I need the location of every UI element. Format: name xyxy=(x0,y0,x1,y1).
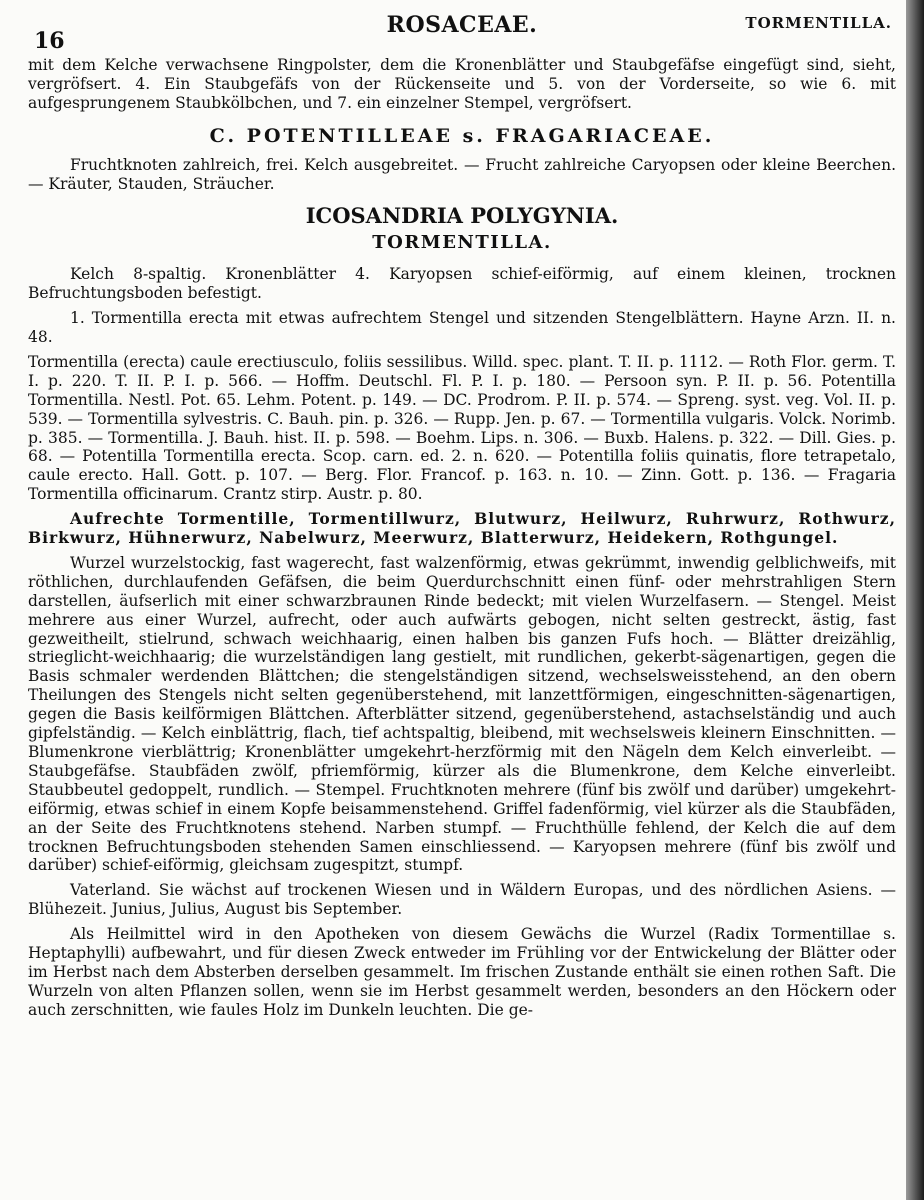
description-paragraph: Wurzel wurzelstockig, fast wagerecht, fast walzenförmig, etwas gekrümmt, inwendig gelblichweifs, mit röthlichen, durchlaufenden Gefäfsen, die beim Querdurchschnitt einen fünf- oder mehrstrahligen Stern darstellen, äufserlich mit einer schwarzbraunen Rinde bedeckt; mit vielen Wurzelfasern. — Stengel. Meist mehrere aus einer Wurzel, aufrecht, oder auch aufwärts gebogen, nicht selten gestreckt, ästig, fast gezweitheilt, stielrund, schwach weichhaarig, einen halben bis ganzen Fufs hoch. — Blätter dreizählig, strieglicht-weichhaarig; die wurzelständigen lang gestielt, mit rundlichen, gekerbt-sägenartigen, gegen die Basis schmaler werdenden Blättchen; die stengelständigen sitzend, wechselsweisstehend, an den obern Theilungen des Stengels nicht selten gegenüberstehend, mit lanzettförmigen, eingeschnitten-sägenartigen, gegen die Basis keilförmigen Blättchen. Afterblätter sitzend, gegenüberstehend, astachselständig und auch gipfelständig. — Kelch einblättrig, flach, tief achtspaltig, bleibend, mit wechselsweis kleinern Einschnitten. — Blumenkrone vierblättrig; Kronenblätter umgekehrt-herzförmig mit den Nägeln dem Kelch einverleibt. — Staubgefäfse. Staubfäden zwölf, pfriemförmig, kürzer als die Blumenkrone, dem Kelche einverleibt. Staubbeutel gedoppelt, rundlich. — Stempel. Fruchtknoten mehrere (fünf bis zwölf und darüber) umgekehrt-eiförmig, etwas schief in einem Kopfe beisammenstehend. Griffel fadenförmig, viel kürzer als die Staubfäden, an der Seite des Fruchtknotens stehend. Narben stumpf. — Fruchthülle fehlend, der Kelch die auf dem trocknen Befruchtungsboden stehenden Samen einschliessend. — Karyopsen mehrere (fünf bis zwölf und darüber) schief-eiförmig, gleichsam zugespitzt, stumpf. xyxy=(28,553,896,875)
page-number: 16 xyxy=(34,28,65,54)
genus-diagnosis: Kelch 8-spaltig. Kronenblätter 4. Karyopsen schief-eiförmig, auf einem kleinen, trocknen Befruchtungsboden befestigt. xyxy=(28,265,896,303)
page-text-block xyxy=(28,0,896,1020)
medicinal-paragraph: Als Heilmittel wird in den Apotheken von diesem Gewächs die Wurzel (Radix Tormentillae s. Heptaphylli) aufbewahrt, und für diesen Zweck entweder im Frühling vor der Entwickelung der Blätter oder im Herbst nach dem Absterben derselben gesammelt. Im frischen Zustande enthält sie einen rothen Saft. Die Wurzeln von alten Pflanzen sollen, wenn sie im Herbst gesammelt werden, besonders an den Höckern oder auch zerschnitten, wie faules Holz im Dunkeln leuchten. Die ge- xyxy=(28,925,896,1019)
intro-paragraph: mit dem Kelche verwachsene Ringpolster, dem die Kronenblätter und Staubgefäfse eingefügt sind, sieht, vergröfsert. 4. Ein Staubgefäfs von der Rückenseite und 5. von der Vorderseite, so wie 6. mit aufgesprungenem Staubkölbchen, und 7. ein einzelner Stempel, vergröfsert. xyxy=(28,56,896,112)
species-heading: 1. Tormentilla erecta mit etwas aufrechtem Stengel und sitzenden Stengelblättern. Hayne Arzn. II. n. 48. xyxy=(28,309,896,346)
book-spine-shadow xyxy=(906,0,924,1200)
class-title: ICOSANDRIA POLYGYNIA. xyxy=(305,203,619,229)
section-title: C. POTENTILLEAE s. FRAGARIACEAE. xyxy=(209,124,715,147)
main-text xyxy=(28,56,896,1020)
running-genus: TORMENTILLA. xyxy=(745,14,892,32)
running-title: ROSACEAE. xyxy=(386,12,538,38)
section-description: Fruchtknoten zahlreich, frei. Kelch ausgebreitet. — Frucht zahlreiche Caryopsen oder kleine Beerchen. — Kräuter, Stauden, Sträucher. xyxy=(28,155,896,193)
common-names: Aufrechte Tormentille, Tormentillwurz, Blutwurz, Heilwurz, Ruhrwurz, Rothwurz, Birkwurz, Hühnerwurz, Nabelwurz, Meerwurz, Blatterwurz, Heidekern, Rothgungel. xyxy=(28,509,896,548)
page-header xyxy=(28,0,896,56)
habitat-paragraph: Vaterland. Sie wächst auf trockenen Wiesen und in Wäldern Europas, und des nördlichen Asiens. — Blühezeit. Junius, Julius, August bis September. xyxy=(28,881,896,919)
genus-title: TORMENTILLA. xyxy=(372,232,552,254)
species-synonyms: Tormentilla (erecta) caule erectiusculo, foliis sessilibus. Willd. spec. plant. T. II. p. 1112. — Roth Flor. germ. T. I. p. 220. T. II. P. I. p. 566. — Hoffm. Deutschl. Fl. P. I. p. 180. — Persoon syn. P. II. p. 56. Potentilla Tormentilla. Nestl. Pot. 65. Lehm. Potent. p. 149. — DC. Prodrom. P. II. p. 574. — Spreng. syst. veg. Vol. II. p. 539. — Tormentilla sylvestris. C. Bauh. pin. p. 326. — Rupp. Jen. p. 67. — Tormentilla vulgaris. Volck. Norimb. p. 385. — Tormentilla. J. Bauh. hist. II. p. 598. — Boehm. Lips. n. 306. — Buxb. Halens. p. 322. — Dill. Gies. p. 68. — Potentilla Tormentilla erecta. Scop. carn. ed. 2. n. 620. — Potentilla foliis quinatis, flore tetrapetalo, caule erecto. Hall. Gott. p. 107. — Berg. Flor. Francof. p. 163. n. 10. — Zinn. Gott. p. 136. — Fragaria Tormentilla officinarum. Crantz stirp. Austr. p. 80. xyxy=(28,352,896,504)
